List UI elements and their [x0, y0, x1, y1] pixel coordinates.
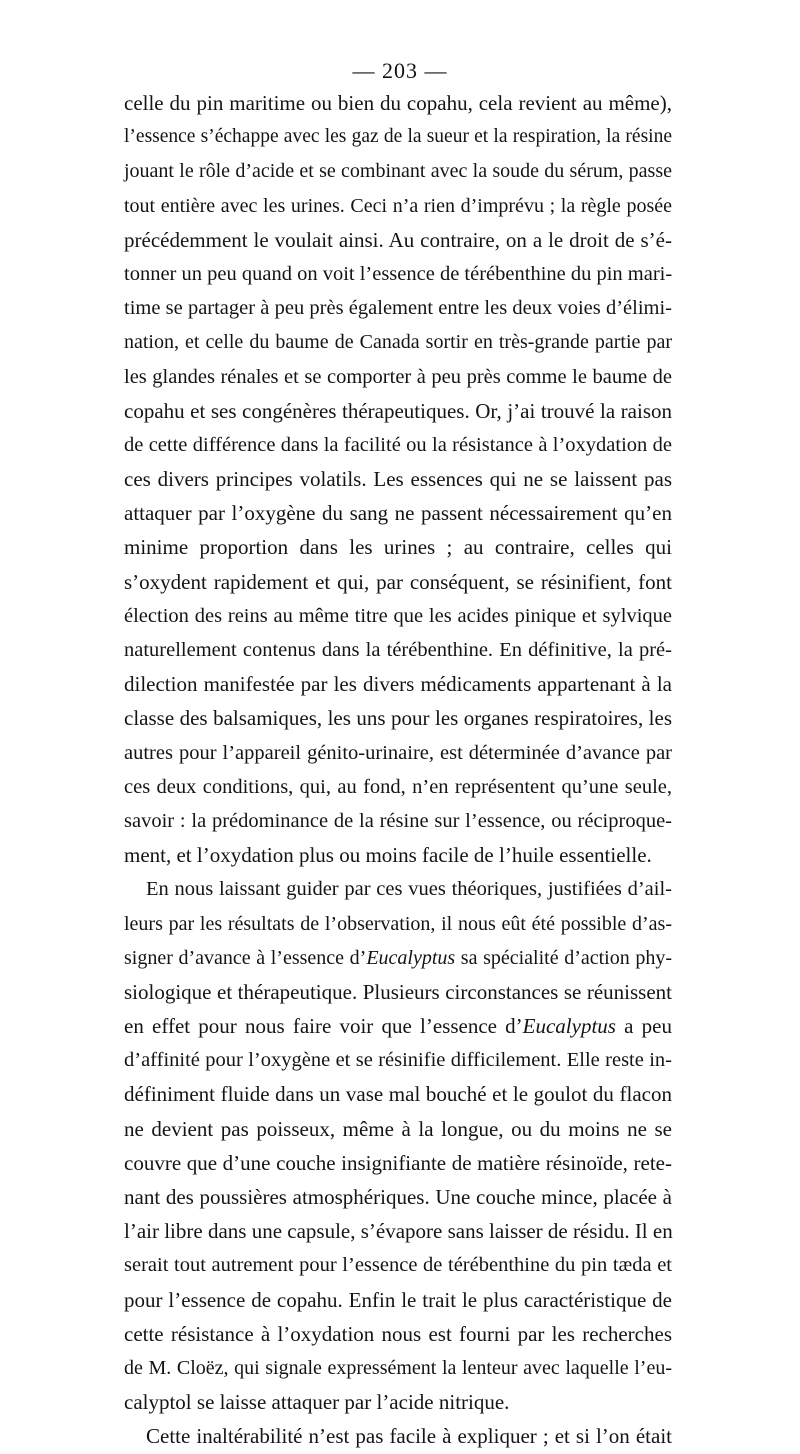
- text-line: élection des reins au même titre que les acides pinique et sylvique: [124, 604, 672, 627]
- italic-term: Eucalyptus: [522, 1014, 616, 1039]
- text-line: minime proportion dans les urines ; au contraire, celles qui: [124, 535, 672, 560]
- text-line: En nous laissant guider par ces vues théoriques, justifiées d’ail-: [146, 878, 672, 901]
- text-line: pour l’essence de copahu. Enfin le trait le plus caractéristique de: [124, 1287, 672, 1312]
- text-line: Cette inaltérabilité n’est pas facile à expliquer ; et si l’on était: [146, 1424, 672, 1449]
- text-run: signer d’avance à l’essence d’: [124, 946, 367, 969]
- text-line: couvre que d’une couche insignifiante de matière résinoïde, rete-: [124, 1150, 672, 1175]
- text-line: jouant le rôle d’acide et se combinant avec la soude du sérum, passe: [124, 160, 672, 183]
- italic-term: Eucalyptus: [366, 946, 456, 969]
- text-line: l’air libre dans une capsule, s’évapore sans laisser de résidu. Il en: [124, 1219, 673, 1244]
- text-line: calyptol se laisse attaquer par l’acide nitrique.: [124, 1390, 510, 1415]
- text-line: time se partager à peu près également entre les deux voies d’élimi-: [124, 297, 672, 320]
- text-line: tonner un peu quand on voit l’essence de térébenthine du pin mari-: [124, 262, 673, 285]
- text-line: dilection manifestée par les divers médicaments appartenant à la: [124, 672, 672, 697]
- text-line: siologique et thérapeutique. Plusieurs circonstances se réunissent: [124, 979, 672, 1004]
- text-line: ne devient pas poisseux, même à la longue, ou du moins ne se: [124, 1116, 672, 1141]
- text-line: l’essence s’échappe avec les gaz de la sueur et la respiration, la résine: [124, 126, 672, 148]
- text-line: celle du pin maritime ou bien du copahu, cela revient au même),: [124, 91, 672, 115]
- text-line: nation, et celle du baume de Canada sortir en très-grande partie par: [124, 331, 672, 354]
- text-line: ment, et l’oxydation plus ou moins facile de l’huile essentielle.: [124, 843, 652, 868]
- text-line: définiment fluide dans un vase mal bouché et le goulot du flacon: [124, 1082, 672, 1107]
- text-line: savoir : la prédominance de la résine sur l’essence, ou réciproque-: [124, 809, 672, 832]
- text-line: classe des balsamiques, les uns pour les organes respiratoires, les: [124, 706, 672, 731]
- text-line: ces divers principes volatils. Les essences qui ne se laissent pas: [124, 467, 672, 492]
- text-run: en effet pour nous faire voir que l’essence d’: [124, 1014, 523, 1039]
- text-line: nant des poussières atmosphériques. Une couche mince, placée à: [124, 1185, 672, 1209]
- text-run: sa spécialité d’action phy-: [455, 946, 672, 969]
- text-line: [124, 941, 672, 975]
- page-number: — 203 —: [352, 58, 448, 83]
- text-line: précédemment le voulait ainsi. Au contraire, on a le droit de s’é-: [124, 227, 672, 252]
- text-line: de M. Cloëz, qui signale expressément la lenteur avec laquelle l’eu-: [124, 1356, 672, 1379]
- text-line: [124, 1009, 672, 1043]
- text-line: naturellement contenus dans la térébenthine. En définitive, la pré-: [124, 639, 672, 661]
- text-line: ces deux conditions, qui, au fond, n’en représentent qu’une seule,: [124, 775, 672, 798]
- text-line: serait tout autrement pour l’essence de térébenthine du pin tæda et: [124, 1254, 672, 1277]
- text-line: s’oxydent rapidement et qui, par conséquent, se résinifient, font: [124, 569, 672, 594]
- body-text: [124, 86, 672, 1454]
- text-line: cette résistance à l’oxydation nous est fourni par les recherches: [124, 1321, 672, 1346]
- text-run: a peu: [615, 1014, 672, 1039]
- text-line: autres pour l’appareil génito-urinaire, est déterminée d’avance par: [124, 741, 672, 764]
- text-line: d’affinité pour l’oxygène et se résinifie difficilement. Elle reste in-: [124, 1049, 672, 1072]
- text-line: leurs par les résultats de l’observation, il nous eût été possible d’as-: [124, 912, 672, 935]
- text-line: les glandes rénales et se comporter à peu près comme le baume de: [124, 365, 672, 388]
- text-line: de cette différence dans la facilité ou la résistance à l’oxydation de: [124, 433, 672, 456]
- text-line: tout entière avec les urines. Ceci n’a rien d’imprévu ; la règle posée: [124, 194, 672, 217]
- text-line: copahu et ses congénères thérapeutiques. Or, j’ai trouvé la raison: [124, 398, 672, 423]
- text-line: attaquer par l’oxygène du sang ne passent nécessairement qu’en: [124, 501, 672, 526]
